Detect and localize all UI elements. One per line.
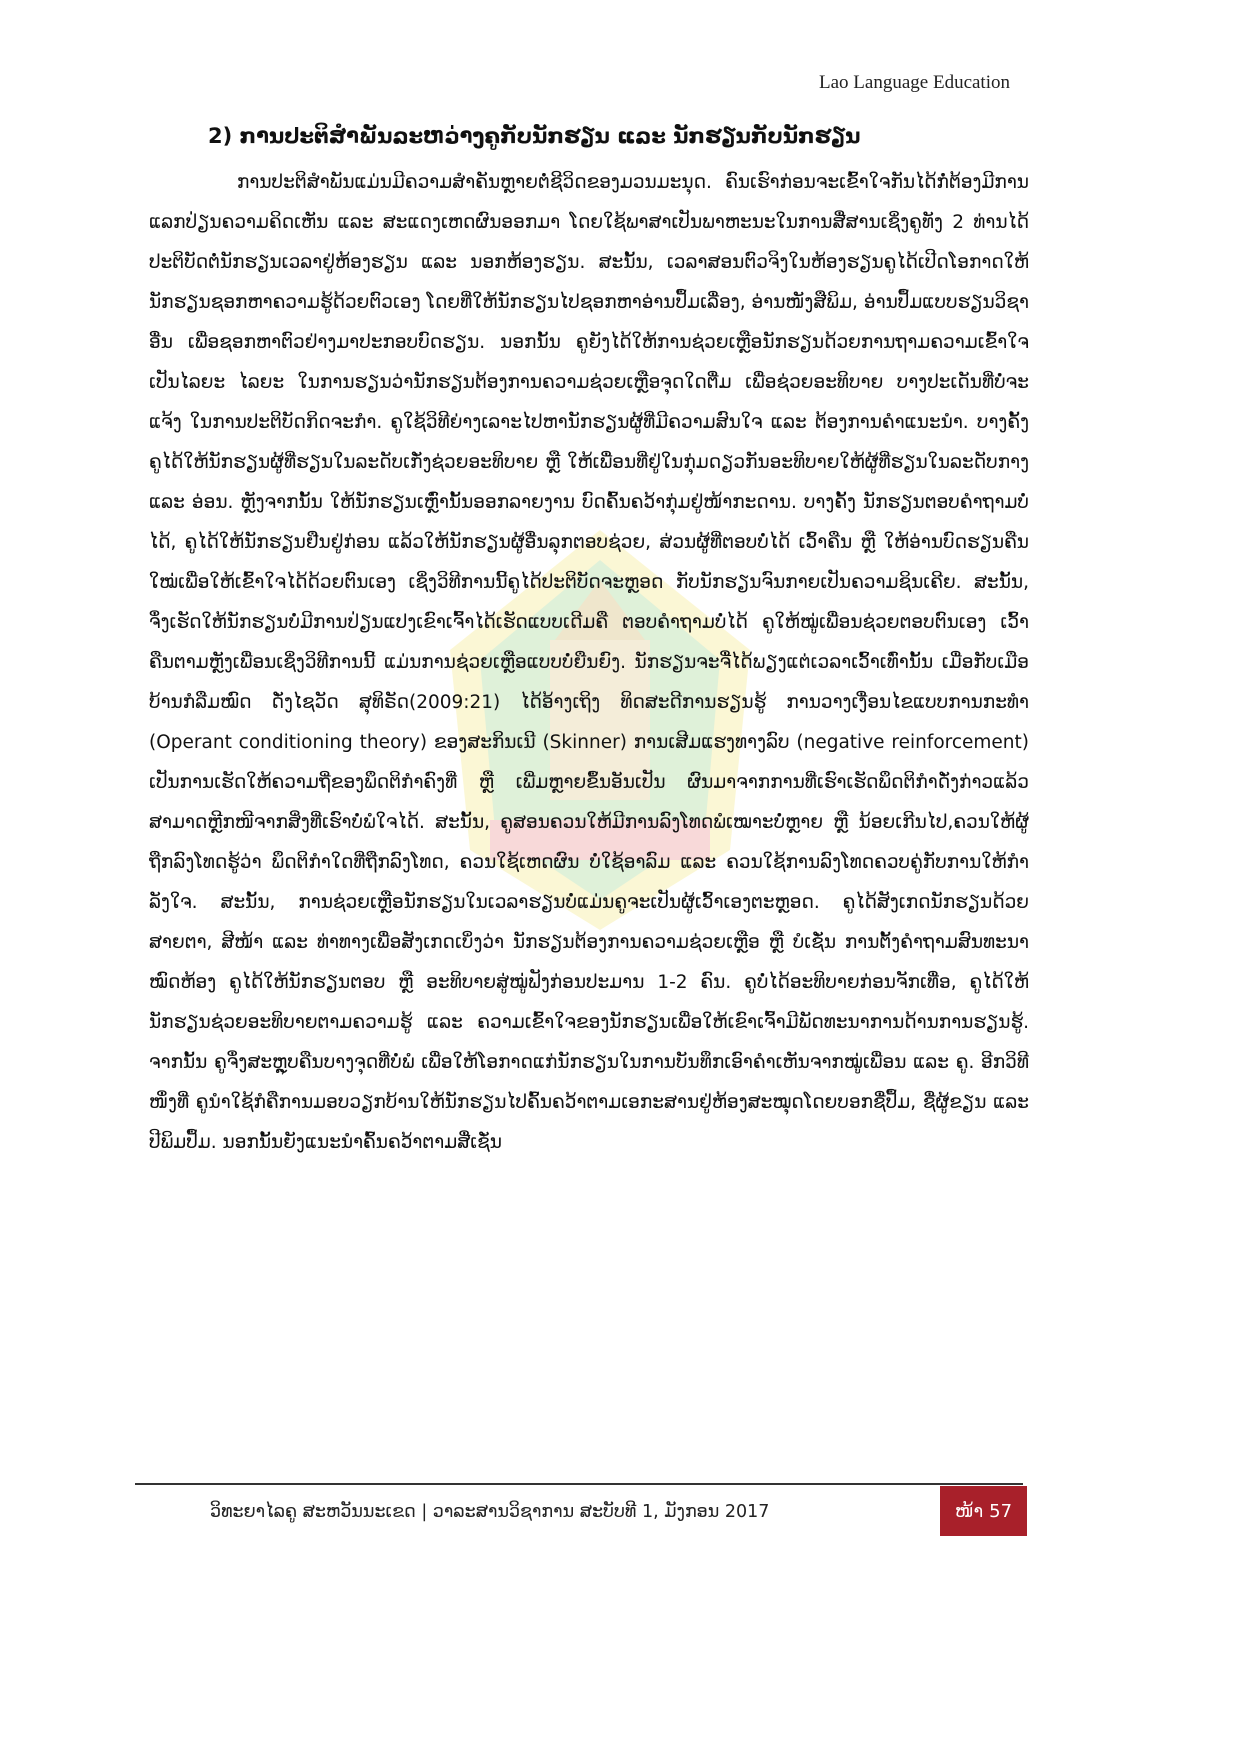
running-head: Lao Language Education	[819, 72, 1010, 93]
body-paragraph: ການປະຕິສໍາພັນແມ່ນມີຄວາມສໍາຄັນຫຼາຍຕໍ່ຊີວິດຂອງມວນມະນຸດ. ຄົນເຮົາກ່ອນຈະເຂົ້າໃຈກັນໄດ້ກໍ່ຕ້ອງມີການແລກປ່ຽນຄວາມຄິດເຫັນ ແລະ ສະແດງເຫດຜົນອອກມາ ໂດຍໃຊ້ພາສາເປັນພາຫະນະໃນການສື່ສານເຊິ່ງຄູທັງ 2 ທ່ານໄດ້ປະຕິບັດຕໍ່ນັກຮຽນເວລາຢູ່ຫ້ອງຮຽນ ແລະ ນອກຫ້ອງຮຽນ. ສະນັ້ນ, ເວລາສອນຕົວຈິງໃນຫ້ອງຮຽນຄູໄດ້ເປີດໂອກາດໃຫ້ນັກຮຽນຊອກຫາຄວາມຮູ້ດ້ວຍຕົວເອງ ໂດຍທີ່ໃຫ້ນັກຮຽນໄປຊອກຫາອ່ານປຶ້ມເລື່ອງ, ອ່ານໜັງສືພິມ, ອ່ານປຶ້ມແບບຮຽນວິຊາອື່ນ ເພື່ອຊອກຫາຕົວຢ່າງມາປະກອບບົດຮຽນ. ນອກນັ້ນ ຄູຍັງໄດ້ໃຫ້ການຊ່ວຍເຫຼືອນັກຮຽນດ້ວຍການຖາມຄວາມເຂົ້າໃຈ ເປັນໄລຍະ ໄລຍະ ໃນການຮຽນວ່ານັກຮຽນຕ້ອງການຄວາມຊ່ວຍເຫຼືອຈຸດໃດຕື່ມ ເພື່ອຊ່ວຍອະທິບາຍ ບາງປະເດັນທີ່ບໍ່ຈະແຈ້ງ ໃນການປະຕິບັດກິດຈະກໍາ. ຄູໃຊ້ວິທີຍ່າງເລາະໄປຫານັກຮຽນຜູ້ທີ່ມີຄວາມສົນໃຈ ແລະ ຕ້ອງການຄໍາແນະນໍາ. ບາງຄັ້ງຄູໄດ້ໃຫ້ນັກຮຽນຜູ້ທີ່ຮຽນໃນລະດັບເກັ່ງຊ່ວຍອະທິບາຍ ຫຼື ໃຫ້ເພື່ອນທີ່ຢູ່ໃນກຸ່ມດຽວກັນອະທິບາຍໃຫ້ຜູ້ທີ່ຮຽນໃນລະດັບກາງ ແລະ ອ່ອນ. ຫຼັງຈາກນັ້ນ ໃຫ້ນັກຮຽນເຫຼົ່ານັ້ນອອກລາຍງານ ບົດຄົ້ນຄວ້າກຸ່ມຢູ່ໜ້າກະດານ. ບາງຄັ້ງ ນັກຮຽນຕອບຄໍາຖາມບໍ່ໄດ້, ຄູໄດ້ໃຫ້ນັກຮຽນຢືນຢູ່ກ່ອນ ແລ້ວໃຫ້ນັກຮຽນຜູ້ອື່ນລຸກຕອບຊ່ວຍ, ສ່ວນຜູ້ທີ່ຕອບບໍ່ໄດ້ ເວົ້າຄືນ ຫຼື ໃຫ້ອ່ານບົດຮຽນຄືນໃໝ່ເພື່ອໃຫ້ເຂົ້າໃຈໄດ້ດ້ວຍຕົນເອງ ເຊິ່ງວິທີການນີ້ຄູໄດ້ປະຕິບັດຈະຫຼອດ ກັບນັກຮຽນຈົນກາຍເປັນຄວາມຊິນເຄີຍ. ສະນັ້ນ, ຈຶ່ງເຮັດໃຫ້ນັກຮຽນບໍ່ມີການປ່ຽນແປງເຂົາເຈົ້າໄດ້ເຮັດແບບເດີມຄື ຕອບຄໍາຖາມບໍ່ໄດ້ ຄູໃຫ້ໝູ່ເພື່ອນຊ່ວຍຕອບຕົນເອງ ເວົ້າຄືນຕາມຫຼັງເພື່ອນເຊິ່ງວິທີການນີ້ ແມ່ນການຊ່ວຍເຫຼືອແບບບໍ່ຍືນຍົງ. ນັກຮຽນຈະຈື່ໄດ້ພຽງແຕ່ເວລາເວົ້າເທົ່ານັ້ນ ເມື່ອກັບເມືອບ້ານກໍລືມໝົດ ດັ່ງໄຊວັດ ສຸທິຣັດ(2009:21) ໄດ້ອ້າງເຖິງ ທິດສະດີການຮຽນຮູ້ ການວາງເງື່ອນໄຂແບບການກະທໍາ (Operant conditioning theory) ຂອງສະກິນເນີ (Skinner) ການເສີມແຮງທາງລົບ (negative reinforcement) ເປັນການເຮັດໃຫ້ຄວາມຖີ່ຂອງພຶດຕິກໍາຄົງທີ່ ຫຼື ເພີ່ມຫຼາຍຂຶ້ນອັນເປັນ ຜົນມາຈາກການທີ່ເຮົາເຮັດພຶດຕິກໍາດັ່ງກ່າວແລ້ວສາມາດຫຼີກໜີຈາກສິ່ງທີ່ເຮົາບໍ່ພໍໃຈໄດ້. ສະນັ້ນ, ຄູສອນຄວນໃຫ້ມີການລົງໂທດພໍເໝາະບໍ່ຫຼາຍ ຫຼື ນ້ອຍເກີນໄປ,ຄວນໃຫ້ຜູ້ຖືກລົງໂທດຮູ້ວ່າ ພຶດຕິກໍາໃດທີ່ຖືກລົງໂທດ, ຄວນໃຊ້ເຫດຜົນ ບໍ່ໃຊ້ອາລົມ ແລະ ຄວນໃຊ້ການລົງໂທດຄວບຄູ່ກັບການໃຫ້ກໍາລັງໃຈ. ສະນັ້ນ, ການຊ່ວຍເຫຼືອນັກຮຽນໃນເວລາຮຽນບໍ່ແມ່ນຄູຈະເປັນຜູ້ເວົ້າເອງຕະຫຼອດ. ຄູໄດ້ສັງເກດນັກຮຽນດ້ວຍສາຍຕາ, ສີໜ້າ ແລະ ທ່າທາງເພື່ອສັງເກດເບິ່ງວ່າ ນັກຮຽນຕ້ອງການຄວາມຊ່ວຍເຫຼືອ ຫຼື ບໍເຊັ່ນ ການຕັ້ງຄໍາຖາມສົນທະນາໝົດຫ້ອງ ຄູໄດ້ໃຫ້ນັກຮຽນຕອບ ຫຼື ອະທິບາຍສູ່ໝູ່ຟັງກ່ອນປະມານ 1-2 ຄົນ. ຄູບໍ່ໄດ້ອະທິບາຍກ່ອນຈັກເທື່ອ, ຄູໄດ້ໃຫ້ນັກຮຽນຊ່ວຍອະທິບາຍຕາມຄວາມຮູ້ ແລະ ຄວາມເຂົ້າໃຈຂອງນັກຮຽນເພື່ອໃຫ້ເຂົາເຈົ້າມີພັດທະນາການດ້ານການຮຽນຮູ້. ຈາກນັ້ນ ຄູຈຶ່ງສະຫຼຸບຄືນບາງຈຸດທີ່ບໍ່ພໍ ເພື່ອໃຫ້ໂອກາດແກ່ນັກຮຽນໃນການບັນທຶກເອົາຄໍາເຫັນຈາກໝູ່ເພື່ອນ ແລະ ຄູ. ອີກວິທີໜຶ່ງທີ່ ຄູນໍາໃຊ້ກໍຄືການມອບວຽກບ້ານໃຫ້ນັກຮຽນໄປຄົ້ນຄວ້າຕາມເອກະສານຢູ່ຫ້ອງສະໝຸດໂດຍບອກຊື່ປຶ້ມ, ຊື່ຜູ້ຂຽນ ແລະ ປີພິມປຶ້ມ. ນອກນັ້ນຍັງແນະນໍາຄົ້ນຄວ້າຕາມສື່ເຊັ່ນ	[149, 172, 1029, 1153]
section-heading	[208, 122, 1028, 150]
page-label: ໜ້າ	[954, 1500, 984, 1522]
footer-divider	[135, 1483, 1023, 1485]
body-text	[149, 163, 1029, 1163]
section-number: 2)	[208, 124, 233, 148]
footer-journal-info: ວິທະຍາໄລຄູ ສະຫວັນນະເຂດ | ວາລະສານວິຊາການ ສະບັບທີ 1, ມັງກອນ 2017	[210, 1502, 770, 1522]
page-number: 57	[989, 1500, 1013, 1522]
section-title: ການປະຕິສໍາພັນລະຫວ່າງຄູກັບນັກຮຽນ ແລະ ນັກຮຽນກັບນັກຮຽນ	[239, 124, 861, 148]
page-number-badge	[940, 1486, 1027, 1536]
